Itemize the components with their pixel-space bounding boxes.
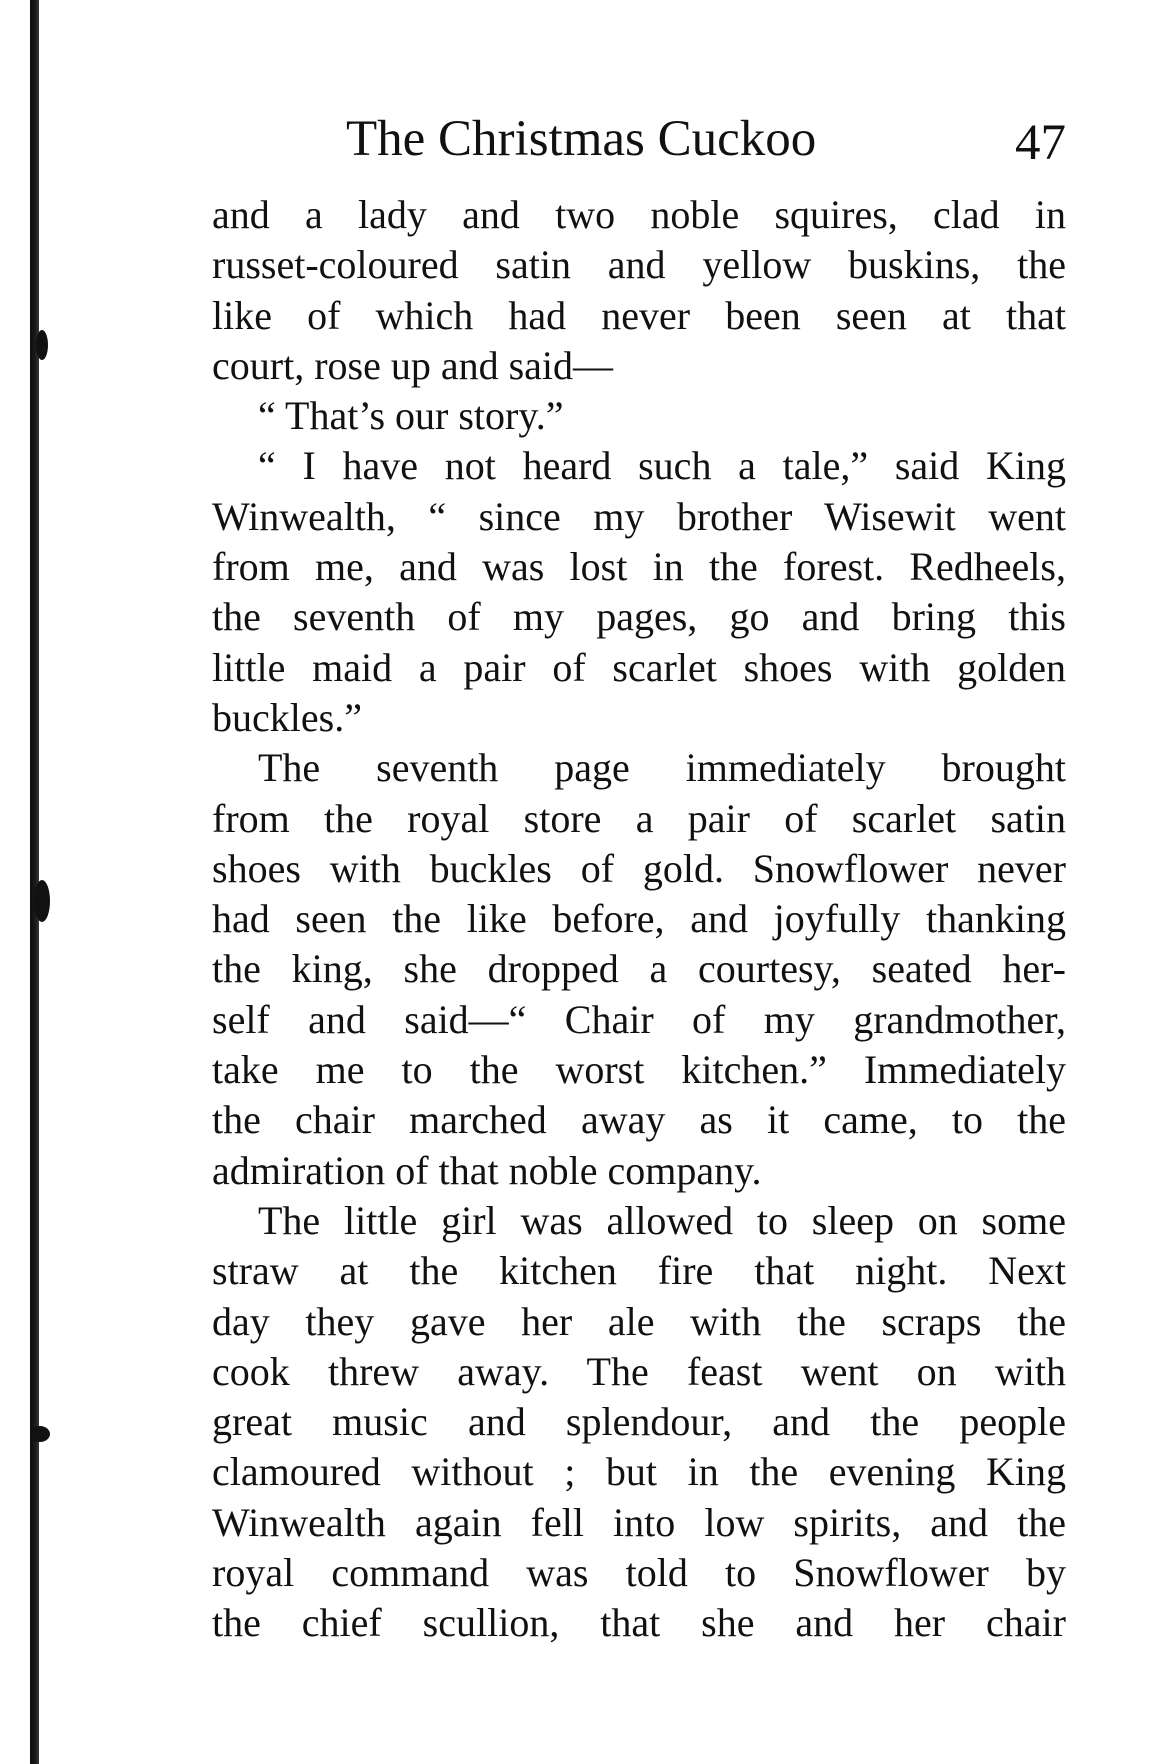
text-line: “ That’s our story.”	[258, 393, 564, 439]
text-line: take me to the worst kitchen.” Immediately	[212, 1047, 1066, 1093]
text-line: shoes with buckles of gold. Snowflower never	[212, 845, 1066, 891]
text-line: little maid a pair of scarlet shoes with golden	[212, 644, 1066, 690]
running-title: The Christmas Cuckoo	[346, 111, 817, 167]
text-line: from me, and was lost in the forest. Redheels,	[212, 544, 1066, 590]
binding-speck	[36, 330, 48, 360]
binding-speck	[30, 1426, 50, 1442]
text-line: Winwealth, “ since my brother Wisewit went	[212, 493, 1066, 539]
text-line: day they gave her ale with the scraps the	[212, 1298, 1066, 1344]
text-line: the king, she dropped a courtesy, seated her-	[212, 946, 1066, 992]
text-line: like of which had never been seen at that	[212, 292, 1066, 338]
text-line: had seen the like before, and joyfully thanking	[212, 896, 1066, 942]
text-line: self and said—“ Chair of my grandmother,	[212, 996, 1066, 1042]
text-line: court, rose up and said—	[212, 342, 614, 388]
text-line: the seventh of my pages, go and bring this	[212, 594, 1066, 640]
text-line: The little girl was allowed to sleep on some	[258, 1197, 1066, 1243]
page-header	[346, 104, 1066, 174]
text-line: great music and splendour, and the people	[212, 1399, 1066, 1445]
text-line: clamoured without ; but in the evening King	[212, 1449, 1066, 1495]
body-text	[212, 190, 1066, 1649]
text-line: admiration of that noble company.	[212, 1147, 762, 1193]
binding-speck	[34, 880, 50, 922]
text-line: russet-coloured satin and yellow buskins, the	[212, 242, 1066, 288]
text-line: “ I have not heard such a tale,” said King	[258, 443, 1066, 489]
text-line: The seventh page immediately brought	[258, 745, 1066, 791]
text-line: the chair marched away as it came, to the	[212, 1097, 1066, 1143]
text-line: Winwealth again fell into low spirits, and the	[212, 1499, 1066, 1545]
text-line: royal command was told to Snowflower by	[212, 1550, 1066, 1596]
page-number: 47	[1015, 115, 1066, 171]
text-line: from the royal store a pair of scarlet satin	[212, 795, 1066, 841]
text-line: cook threw away. The feast went on with	[212, 1348, 1066, 1394]
text-line: straw at the kitchen fire that night. Next	[212, 1248, 1066, 1294]
text-line: the chief scullion, that she and her chair	[212, 1600, 1066, 1646]
text-line: and a lady and two noble squires, clad in	[212, 192, 1066, 237]
text-line: buckles.”	[212, 694, 362, 740]
